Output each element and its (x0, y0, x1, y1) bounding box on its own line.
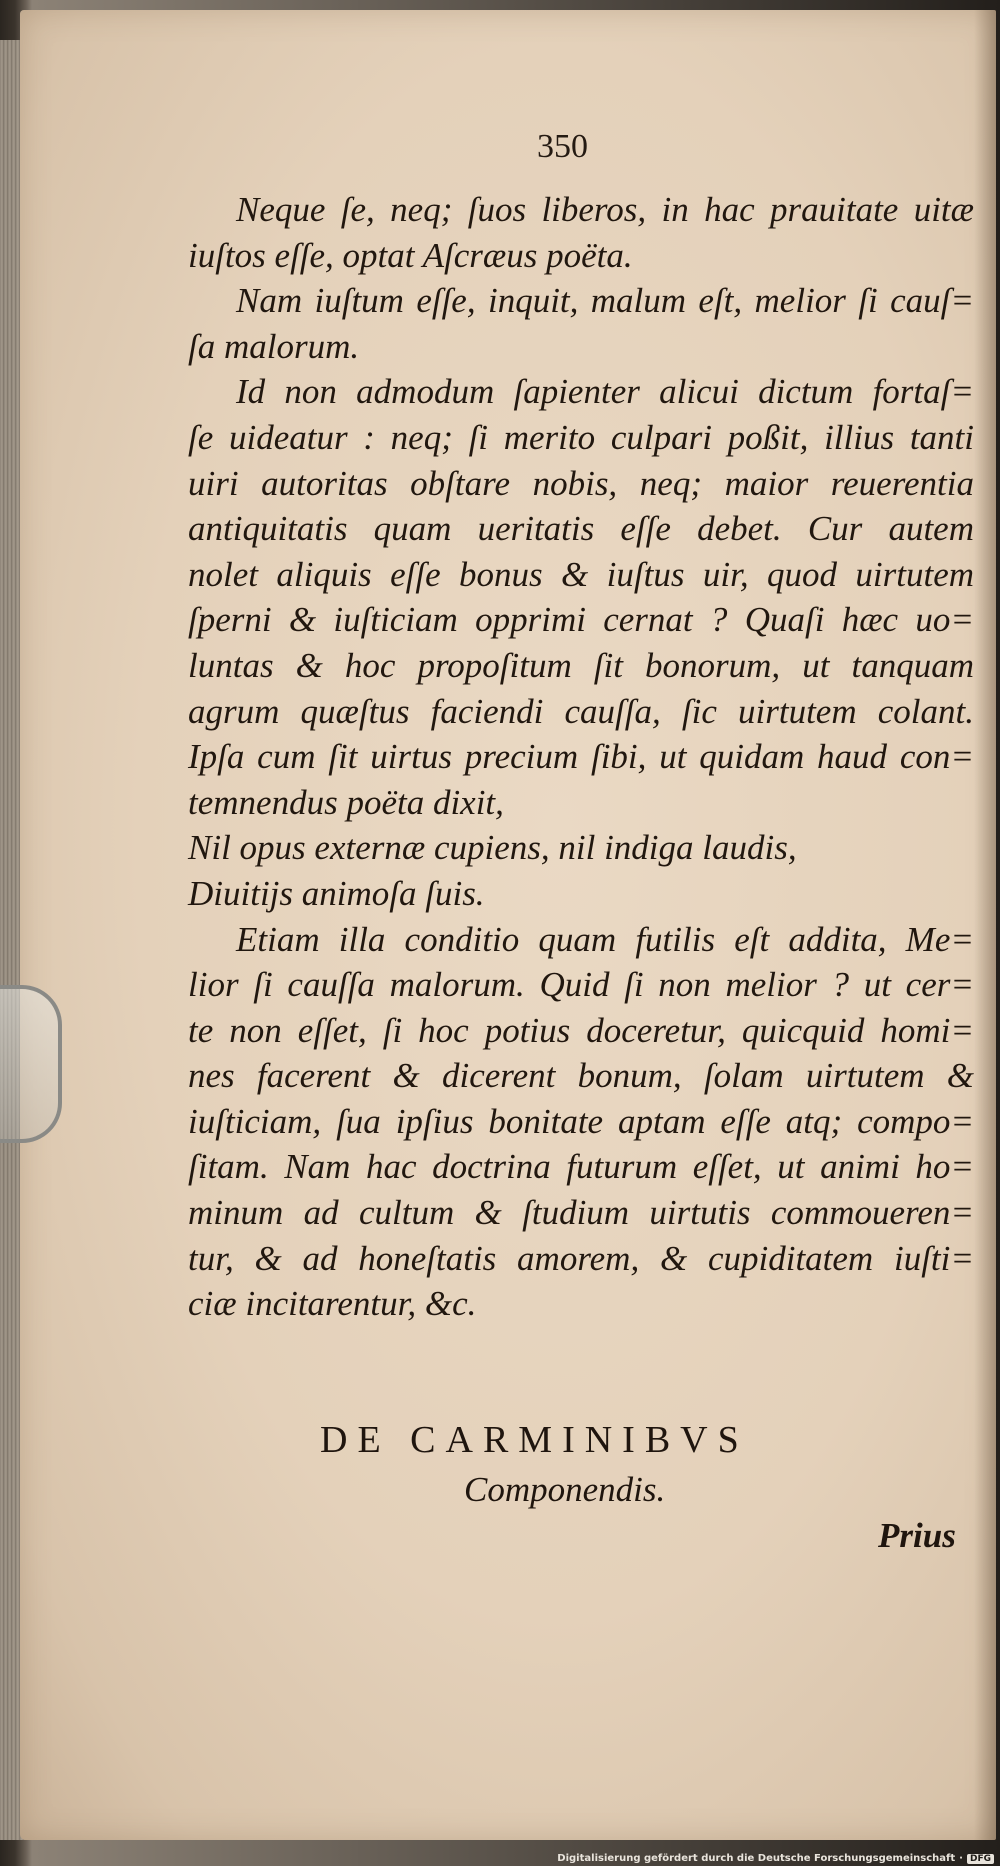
text-line: luntas & hoc propoſitum ſit bonorum, ut tanquam (188, 645, 974, 685)
text-line: minum ad cultum & ſtudium uirtutis commoueren= (188, 1193, 974, 1233)
text-line: iuſtos eſſe, optat Aſcræus poëta. (188, 235, 633, 275)
text-line: ſa malorum. (188, 326, 360, 366)
body-text (188, 187, 974, 1327)
text-line: antiquitatis quam ueritatis eſſe debet. Cur autem (188, 509, 974, 549)
credit-text: Digitalisierung gefördert durch die Deutsche Forschungsgemeinschaft (557, 1853, 956, 1864)
text-line: ſperni & iuſticiam opprimi cernat ? Quaſi hæc uo= (188, 600, 974, 640)
digitization-credit: Digitalisierung gefördert durch die Deutsche Forschungsgemeinschaft · DFG (557, 1853, 994, 1864)
text-line: Neque ſe, neq; ſuos liberos, in hac prauitate uitæ (236, 190, 974, 229)
text-line: Nil opus externæ cupiens, nil indiga laudis, (188, 828, 797, 868)
page-number: 350 (537, 128, 588, 165)
gutter-shadow (974, 10, 996, 1840)
text-line: iuſticiam, ſua ipſius bonitate aptam eſſe atq; compo= (188, 1101, 974, 1141)
dfg-logo: DFG (967, 1854, 994, 1864)
text-line: ſitam. Nam hac doctrina futurum eſſet, ut animi ho= (188, 1147, 974, 1187)
text-line: Nam iuſtum eſſe, inquit, malum eſt, melior ſi cauſ= (236, 281, 974, 321)
text-line: nolet aliquis eſſe bonus & iuſtus uir, quod uirtutem (188, 554, 974, 594)
page-clip (0, 985, 62, 1143)
text-line: nes facerent & dicerent bonum, ſolam uirtutem & (188, 1056, 974, 1096)
text-line: ciæ incitarentur, &c. (188, 1284, 477, 1324)
text-line: lior ſi cauſſa malorum. Quid ſi non melior ? ut cer= (188, 965, 974, 1005)
text-line: Diuitijs animoſa ſuis. (188, 873, 485, 913)
text-line: Id non admodum ſapienter alicui dictum fortaſ= (236, 372, 974, 412)
text-line: te non eſſet, ſi hoc potius doceretur, quicquid homi= (188, 1010, 974, 1050)
text-line: ſe uideatur : neq; ſi merito culpari poßit, illius tanti (188, 417, 974, 457)
text-line: agrum quæſtus faciendi cauſſa, ſic uirtutem colant. (188, 691, 974, 731)
catchword: Prius (878, 1516, 956, 1555)
text-line: Ipſa cum ſit uirtus precium ſibi, ut quidam haud con= (188, 737, 974, 777)
text-line: tur, & ad honeſtatis amorem, & cupiditatem iuſti= (188, 1238, 974, 1278)
text-line: temnendus poëta dixit, (188, 782, 504, 822)
text-line: uiri autoritas obſtare nobis, neq; maior reuerentia (188, 463, 974, 503)
text-line: Etiam illa conditio quam futilis eſt addita, Me= (236, 919, 974, 959)
section-subheading: Componendis. (464, 1470, 666, 1509)
section-heading: DE CARMINIBVS (320, 1419, 749, 1461)
